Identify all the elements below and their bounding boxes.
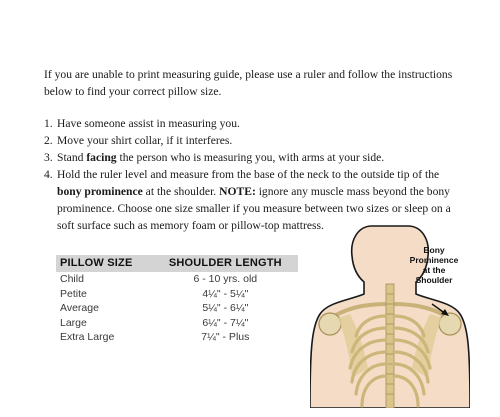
table-row (56, 301, 298, 316)
table-row (56, 316, 298, 331)
length-cell: 7¼" - Plus (201, 331, 250, 343)
table-row (56, 330, 298, 345)
intro-paragraph: If you are unable to print measuring guide, please use a ruler and follow the instructions below to find your correct pillow size. (44, 68, 453, 98)
emphasis-bony-prominence: bony prominence (57, 185, 143, 198)
length-cell: 6¼" - 7¼" (202, 316, 249, 329)
pillow-size-table (56, 255, 298, 345)
instruction-step (44, 149, 464, 166)
emphasis-facing: facing (86, 151, 117, 164)
table-row (56, 287, 298, 302)
step-text: Stand facing the person who is measuring you, with arms at your side. (57, 151, 385, 164)
shoulder-joint-right (439, 313, 461, 335)
step-number: 2. (44, 134, 53, 147)
table-row (56, 272, 298, 287)
column-header-pillow-size: PILLOW SIZE (56, 255, 153, 272)
bony-prominence-callout: Bony Prominence at the Shoulder (409, 245, 459, 285)
length-cell: 4¼" - 5¼" (202, 287, 249, 300)
instruction-step (44, 132, 464, 149)
size-cell: Large (60, 316, 87, 329)
spine (386, 284, 394, 408)
size-cell: Petite (60, 287, 87, 300)
size-cell: Extra Large (60, 331, 115, 343)
step-number: 1. (44, 117, 53, 130)
instruction-step (44, 115, 464, 132)
instruction-list (44, 115, 464, 234)
step-text: Move your shirt collar, if it interferes. (57, 134, 233, 147)
shoulder-joint-left (319, 313, 341, 335)
table-header-row (56, 255, 298, 272)
length-cell: 6 - 10 yrs. old (193, 273, 258, 285)
column-header-shoulder-length: SHOULDER LENGTH (153, 255, 298, 272)
step-text: Hold the ruler level and measure from the base of the neck to the outside tip of the bony prominence at the shoulder. NOTE: ignore any muscle mass beyond the bony prominence. Choose one size smaller if you measure between two sizes or sleep on a soft surface such as memory foam or pillow-top mattress. (57, 168, 451, 232)
step-number: 4. (44, 168, 53, 181)
length-cell: 5¼" - 6¼" (202, 302, 249, 314)
step-number: 3. (44, 151, 53, 164)
size-cell: Average (60, 302, 99, 314)
step-text: Have someone assist in measuring you. (57, 117, 240, 130)
size-cell: Child (60, 273, 84, 285)
emphasis-note: NOTE: (219, 185, 256, 198)
